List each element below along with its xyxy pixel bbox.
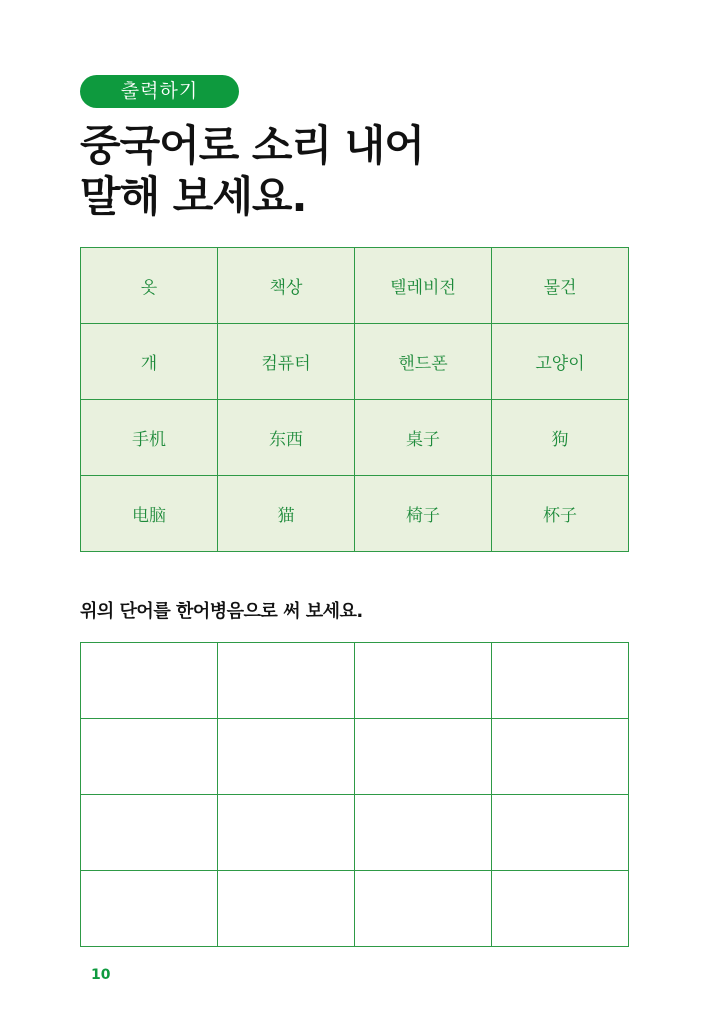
word-cell: 개 [81,324,218,400]
answer-cell[interactable] [218,719,355,795]
word-cell: 옷 [81,248,218,324]
word-grid-row [81,476,629,552]
answer-cell[interactable] [492,719,629,795]
answer-cell[interactable] [81,871,218,947]
answer-cell[interactable] [492,871,629,947]
answer-cell[interactable] [218,643,355,719]
word-cell: 东西 [218,400,355,476]
word-cell: 텔레비전 [355,248,492,324]
word-cell: 猫 [218,476,355,552]
instruction-text: 위의 단어를 한어병음으로 써 보세요. [80,601,363,622]
word-grid-row [81,400,629,476]
word-grid [80,247,629,552]
answer-cell[interactable] [218,795,355,871]
word-grid-row [81,324,629,400]
word-cell: 책상 [218,248,355,324]
answer-cell[interactable] [492,643,629,719]
answer-cell[interactable] [81,795,218,871]
word-cell: 고양이 [492,324,629,400]
word-cell: 电脑 [81,476,218,552]
page-title-line-2: 말해 보세요. [80,172,307,221]
answer-grid [80,642,629,947]
word-cell: 핸드폰 [355,324,492,400]
answer-cell[interactable] [355,871,492,947]
word-cell: 椅子 [355,476,492,552]
answer-grid-row [81,643,629,719]
answer-cell[interactable] [81,643,218,719]
answer-cell[interactable] [492,795,629,871]
word-cell: 手机 [81,400,218,476]
word-cell: 桌子 [355,400,492,476]
word-grid-row [81,248,629,324]
word-cell: 컴퓨터 [218,324,355,400]
page-number: 10 [91,967,111,983]
answer-cell[interactable] [218,871,355,947]
word-cell: 狗 [492,400,629,476]
answer-grid-row [81,871,629,947]
answer-cell[interactable] [355,795,492,871]
answer-grid-row [81,719,629,795]
word-cell: 杯子 [492,476,629,552]
answer-cell[interactable] [81,719,218,795]
section-badge: 출력하기 [80,75,239,108]
answer-grid-row [81,795,629,871]
word-cell: 물건 [492,248,629,324]
page-title-line-1: 중국어로 소리 내어 [80,121,424,170]
page-title [80,120,640,222]
answer-cell[interactable] [355,719,492,795]
answer-cell[interactable] [355,643,492,719]
